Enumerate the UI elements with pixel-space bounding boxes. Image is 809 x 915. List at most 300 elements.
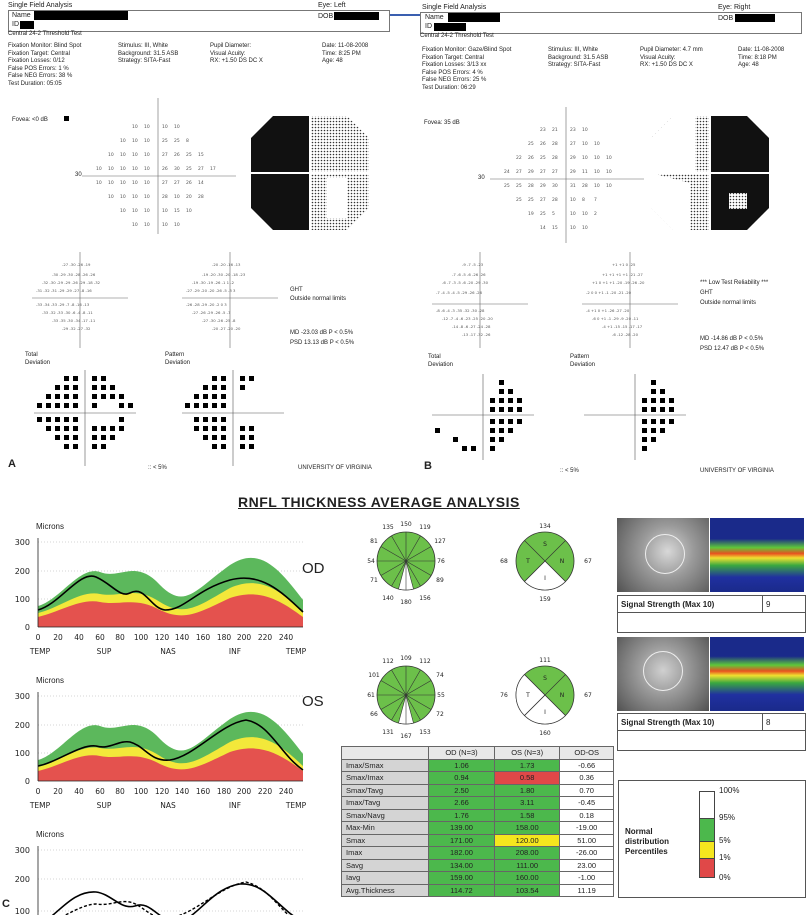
table-cell: 171.00 [429, 834, 495, 847]
table-row [342, 784, 614, 797]
y-tick-label: 100 [14, 749, 30, 758]
y-tick-label: 300 [14, 692, 30, 701]
clock-value: 54 [367, 558, 375, 565]
table-cell: 159.00 [429, 872, 495, 885]
row-label: Max-Min [342, 822, 429, 835]
y-tick-label: 0 [24, 623, 30, 632]
quadrant-value: 134 [539, 523, 551, 530]
clock-value: 76 [437, 558, 445, 565]
panel-a-pattern-deviation-values [180, 250, 280, 350]
svg-text:-4 +1 0 +1 -26 -27 -20: -4 +1 0 +1 -26 -27 -20 [586, 308, 630, 313]
svg-text:28: 28 [162, 195, 168, 200]
row-label: Savg [342, 859, 429, 872]
svg-text:-12 -7 -4 -6 -23 -25 -20 -20: -12 -7 -4 -6 -23 -25 -20 -20 [442, 316, 493, 321]
table-cell: 103.54 [494, 884, 559, 897]
svg-text:10: 10 [96, 181, 102, 186]
svg-text:10: 10 [606, 156, 612, 161]
connector-line [390, 14, 420, 16]
quadrant-letter: T [526, 558, 530, 565]
svg-text:10: 10 [108, 181, 114, 186]
svg-text:10: 10 [144, 223, 150, 228]
od-signal-value: 9 [766, 600, 771, 609]
clock-value: 167 [400, 733, 412, 740]
x-tick-label: 140 [174, 633, 190, 642]
table-row [342, 759, 614, 772]
od-fundus-image [617, 518, 709, 592]
svg-text:-19 -30 -19 -26 -1 1 -2: -19 -30 -19 -26 -1 1 -2 [192, 280, 235, 285]
os-clock-hour-chart [368, 652, 444, 744]
panel-a-threshold-grid [80, 96, 240, 236]
svg-text:10: 10 [162, 223, 168, 228]
od-quadrant-chart [490, 518, 600, 610]
row-label: Smax/Navg [342, 809, 429, 822]
clock-value: 112 [382, 658, 394, 665]
table-cell: 3.11 [494, 797, 559, 810]
x-sector-label: TEMP [285, 647, 307, 656]
svg-text:25: 25 [540, 156, 546, 161]
table-cell: -0.66 [560, 759, 614, 772]
svg-text:+1 +1 +1 +1 -21 -27: +1 +1 +1 +1 -21 -27 [602, 272, 643, 277]
svg-text:-31 -32 -31 -29 -29 -27 -8 -16: -31 -32 -31 -29 -29 -27 -8 -16 [36, 288, 92, 293]
x-sector-label: SUP [96, 647, 112, 656]
panel-b-pattern-deviation-values [580, 250, 680, 350]
os-signal-box [617, 713, 806, 751]
svg-text:10: 10 [594, 184, 600, 189]
svg-text:22: 22 [516, 156, 522, 161]
table-header: OD-OS [560, 747, 614, 760]
svg-text:-14 -8 -6 -27 -24 -28: -14 -8 -6 -27 -24 -28 [452, 324, 491, 329]
svg-text:27: 27 [162, 181, 168, 186]
table-header: OD (N=3) [429, 747, 495, 760]
table-row [342, 797, 614, 810]
quadrant-letter: N [559, 558, 565, 565]
svg-text:26: 26 [540, 142, 546, 147]
clock-value: 81 [370, 538, 378, 545]
table-cell: -1.00 [560, 872, 614, 885]
svg-text:29: 29 [540, 184, 546, 189]
x-tick-label: 220 [257, 787, 273, 796]
svg-text:10: 10 [174, 195, 180, 200]
svg-text:10: 10 [144, 125, 150, 130]
svg-text:25: 25 [504, 184, 510, 189]
ou-comparison-chart [0, 838, 305, 915]
table-row [342, 809, 614, 822]
svg-text:10: 10 [132, 125, 138, 130]
svg-text:8: 8 [582, 198, 585, 203]
table-cell: 11.19 [560, 884, 614, 897]
x-sector-label: INF [228, 647, 242, 656]
table-cell: 0.18 [560, 809, 614, 822]
quadrant-value: 68 [500, 558, 508, 565]
x-tick-label: 180 [216, 787, 232, 796]
panel-b-id-label: ID [425, 23, 432, 30]
clock-value: 140 [382, 595, 394, 602]
panel-b-date-col: Date: 11-08-2008 Time: 8:18 PM Age: 48 [738, 47, 785, 68]
svg-text:26: 26 [528, 156, 534, 161]
x-tick-label: 80 [115, 787, 125, 796]
x-tick-label: 60 [95, 787, 105, 796]
svg-text:10: 10 [144, 195, 150, 200]
svg-text:25: 25 [186, 167, 192, 172]
table-row [342, 859, 614, 872]
x-tick-label: 120 [154, 787, 170, 796]
panel-b-total-deviation-label: Total Deviation [428, 354, 454, 368]
panel-a-pattern-deviation-probability-plot [178, 368, 288, 468]
svg-text:-8 -6 -4 -3 -35 -32 -30 -28: -8 -6 -4 -3 -35 -32 -30 -28 [436, 308, 485, 313]
svg-text:-32 -30 -29 -29 -26 -29 -18 -3: -32 -30 -29 -29 -26 -29 -18 -32 [42, 280, 101, 285]
table-cell: 51.00 [560, 834, 614, 847]
svg-text:-33 -34 -33 -29 -7 -8 -16 -13: -33 -34 -33 -29 -7 -8 -16 -13 [36, 302, 90, 307]
y-tick-label: 300 [14, 846, 30, 855]
od-label: OD [302, 560, 325, 577]
svg-text:10: 10 [570, 212, 576, 217]
fovea-marker [64, 116, 69, 121]
clock-value: 71 [370, 577, 378, 584]
panel-a-psd: PSD 13.13 dB P < 0.5% [290, 340, 355, 346]
svg-text:27: 27 [516, 170, 522, 175]
x-tick-label: 20 [53, 633, 63, 642]
panel-b-total-deviation-probability-plot [428, 372, 538, 462]
clock-value: 131 [382, 729, 394, 736]
x-tick-label: 200 [236, 787, 252, 796]
svg-text:27: 27 [540, 170, 546, 175]
quadrant-value: 160 [539, 730, 551, 737]
svg-text:15: 15 [198, 153, 204, 158]
svg-text:10: 10 [144, 139, 150, 144]
svg-text:27: 27 [198, 167, 204, 172]
x-tick-label: 200 [236, 633, 252, 642]
panel-b-legend-p: :: < 5% [560, 468, 579, 474]
panel-a-test: Central 24-2 Threshold Test [8, 31, 82, 37]
panel-a-total-deviation-values [30, 250, 130, 350]
clock-value: 72 [436, 711, 444, 718]
svg-text:10: 10 [144, 167, 150, 172]
svg-text:10: 10 [108, 195, 114, 200]
panel-b-fovea: Fovea: 35 dB [424, 120, 460, 126]
svg-text:10: 10 [132, 209, 138, 214]
svg-text:17: 17 [210, 167, 216, 172]
svg-text:10: 10 [582, 212, 588, 217]
svg-text:-9 -7 -5 -23: -9 -7 -5 -23 [462, 262, 484, 267]
table-cell: 23.00 [560, 859, 614, 872]
panel-b-ght-value: Outside normal limits [700, 300, 757, 306]
svg-text:10: 10 [108, 167, 114, 172]
svg-text:10: 10 [144, 181, 150, 186]
panel-b-threshold-grid [488, 105, 648, 245]
svg-text:-27 -30 -26 -25 -8: -27 -30 -26 -25 -8 [202, 318, 236, 323]
redaction-bar [20, 21, 34, 29]
panel-a-pattern-deviation-label: Pattern Deviation [165, 352, 191, 366]
clock-value: 119 [419, 524, 431, 531]
svg-text:30: 30 [552, 184, 558, 189]
row-label: Smax [342, 834, 429, 847]
row-label: Avg.Thickness [342, 884, 429, 897]
panel-b-name-label: Name [425, 14, 444, 21]
redaction-bar [735, 14, 775, 22]
svg-text:-26 -28 -29 -20 -2 0 3: -26 -28 -29 -20 -2 0 3 [186, 302, 227, 307]
svg-text:-20 -27 -20 -20: -20 -27 -20 -20 [212, 326, 241, 331]
svg-text:10: 10 [594, 142, 600, 147]
table-cell: 0.58 [494, 772, 559, 785]
table-row [342, 847, 614, 860]
svg-text:7: 7 [594, 198, 597, 203]
os-label: OS [302, 693, 324, 710]
normal-distribution-legend [618, 780, 806, 898]
os-thickness-chart [0, 684, 305, 819]
panel-b-axis-label: 30 [478, 175, 485, 181]
table-cell: 120.00 [494, 834, 559, 847]
table-cell: 1.80 [494, 784, 559, 797]
panel-b-psd: PSD 12.47 dB P < 0.5% [700, 346, 765, 352]
panel-b-eye: Eye: Right [718, 4, 751, 11]
table-cell: 1.58 [494, 809, 559, 822]
svg-text:10: 10 [132, 153, 138, 158]
x-tick-label: 220 [257, 633, 273, 642]
svg-text:19: 19 [528, 212, 534, 217]
svg-text:10: 10 [120, 167, 126, 172]
panel-b-md: MD -14.86 dB P < 0.5% [700, 336, 764, 342]
svg-text:27: 27 [540, 198, 546, 203]
svg-text:+1 +1 0 -25: +1 +1 0 -25 [612, 262, 636, 267]
od-chart-ylabel: Microns [36, 522, 65, 531]
svg-text:25: 25 [528, 142, 534, 147]
panel-a-legend-p: :: < 5% [148, 465, 167, 471]
clock-value: 74 [436, 672, 444, 679]
y-tick-label: 200 [14, 721, 30, 730]
row-label: Smax/Imax [342, 772, 429, 785]
svg-text:25: 25 [186, 153, 192, 158]
svg-text:25: 25 [162, 139, 168, 144]
x-tick-label: 160 [195, 787, 211, 796]
x-sector-label: INF [228, 801, 242, 810]
od-signal-label: Signal Strength (Max 10) [621, 600, 715, 609]
panel-a-id-label: ID [12, 21, 19, 28]
x-sector-label: TEMP [29, 801, 51, 810]
x-tick-label: 60 [95, 633, 105, 642]
table-cell: 208.00 [494, 847, 559, 860]
panel-b-institution: UNIVERSITY OF VIRGINIA [700, 468, 774, 474]
panel-a-grayscale-map [245, 108, 375, 238]
x-sector-label: TEMP [285, 801, 307, 810]
svg-text:-7 -6 -5 -6 -26 -26: -7 -6 -5 -6 -26 -26 [452, 272, 486, 277]
panel-b-reliability: *** Low Test Reliability *** [700, 280, 769, 286]
svg-text:20: 20 [186, 195, 192, 200]
svg-text:10: 10 [132, 181, 138, 186]
svg-text:-4 +1 -15 -15 -17 -17: -4 +1 -15 -15 -17 -17 [602, 324, 643, 329]
x-sector-label: SUP [96, 801, 112, 810]
svg-text:-6 -12 -28 -20: -6 -12 -28 -20 [612, 332, 639, 337]
svg-text:21: 21 [552, 128, 558, 133]
row-label: Smax/Tavg [342, 784, 429, 797]
table-row [342, 834, 614, 847]
svg-text:26: 26 [162, 167, 168, 172]
svg-text:10: 10 [120, 181, 126, 186]
panel-b-total-deviation-values [430, 250, 530, 350]
panel-a-stimulus-col: Stimulus: III, White Background: 31.5 ASB Strategy: SITA-Fast [118, 43, 179, 64]
table-cell: 0.94 [429, 772, 495, 785]
table-row [342, 822, 614, 835]
x-tick-label: 240 [278, 787, 294, 796]
panel-a-ght-label: GHT [290, 287, 303, 293]
legend-swatch-red [699, 858, 715, 878]
clock-value: 109 [400, 655, 412, 662]
panel-a-fovea: Fovea: <0 dB [12, 117, 48, 123]
quadrant-value: 76 [500, 692, 508, 699]
y-tick-label: 100 [14, 595, 30, 604]
svg-text:10: 10 [606, 184, 612, 189]
rnfl-parameter-table [341, 746, 614, 897]
svg-text:10: 10 [120, 195, 126, 200]
panel-a-header-title: Single Field Analysis [8, 2, 73, 9]
svg-text:10: 10 [120, 209, 126, 214]
svg-text:10: 10 [162, 125, 168, 130]
svg-text:10: 10 [570, 198, 576, 203]
panel-a-axis-label: 30 [75, 172, 82, 178]
svg-text:10: 10 [120, 139, 126, 144]
table-cell: 139.00 [429, 822, 495, 835]
legend-tick: 5% [719, 836, 731, 845]
svg-text:10: 10 [132, 167, 138, 172]
redaction-bar [434, 23, 466, 31]
table-row [342, 884, 614, 897]
svg-text:10: 10 [174, 125, 180, 130]
svg-text:10: 10 [186, 209, 192, 214]
panel-a-name-label: Name [12, 12, 31, 19]
quadrant-value: 159 [539, 596, 551, 603]
x-tick-label: 160 [195, 633, 211, 642]
x-tick-label: 40 [74, 633, 84, 642]
clock-value: 101 [368, 672, 380, 679]
svg-text:25: 25 [540, 212, 546, 217]
clock-value: 156 [419, 595, 431, 602]
svg-text:10: 10 [162, 209, 168, 214]
svg-text:-30 -29 -30 -28 -26 -26: -30 -29 -30 -28 -26 -26 [52, 272, 96, 277]
quadrant-letter: T [526, 692, 530, 699]
legend-swatch-yellow [699, 841, 715, 859]
legend-swatch-white [699, 791, 715, 819]
svg-text:-29 -32 -27 -32: -29 -32 -27 -32 [62, 326, 91, 331]
svg-text:28: 28 [198, 195, 204, 200]
table-cell: 1.76 [429, 809, 495, 822]
ou-chart-ylabel: Microns [36, 830, 65, 839]
svg-text:-33 -32 -33 -30 -6 -4 -8 -11: -33 -32 -33 -30 -6 -4 -8 -11 [42, 310, 93, 315]
x-tick-label: 100 [133, 787, 149, 796]
svg-text:10: 10 [144, 209, 150, 214]
y-tick-label: 300 [14, 538, 30, 547]
svg-text:10: 10 [108, 153, 114, 158]
svg-text:+1 0 +1 +1 -20 -19 -26 -20: +1 0 +1 +1 -20 -19 -26 -20 [592, 280, 645, 285]
table-cell: 114.72 [429, 884, 495, 897]
svg-text:5: 5 [552, 212, 555, 217]
quadrant-letter: I [544, 575, 546, 582]
clock-value: 127 [434, 538, 446, 545]
svg-text:29: 29 [570, 170, 576, 175]
svg-text:10: 10 [132, 195, 138, 200]
svg-text:10: 10 [594, 170, 600, 175]
quadrant-letter: S [543, 675, 547, 682]
svg-text:8: 8 [186, 139, 189, 144]
svg-text:28: 28 [528, 184, 534, 189]
os-signal-value: 8 [766, 718, 771, 727]
svg-text:15: 15 [174, 209, 180, 214]
x-tick-label: 0 [35, 633, 41, 642]
clock-value: 55 [437, 692, 445, 699]
svg-text:25: 25 [516, 198, 522, 203]
legend-swatch-green [699, 818, 715, 842]
svg-text:10: 10 [144, 153, 150, 158]
table-cell: 0.70 [560, 784, 614, 797]
table-cell: 0.36 [560, 772, 614, 785]
quadrant-letter: S [543, 541, 547, 548]
table-header: OS (N=3) [494, 747, 559, 760]
svg-text:10: 10 [582, 226, 588, 231]
panel-a-date-col: Date: 11-08-2008 Time: 8:25 PM Age: 48 [322, 43, 369, 64]
panel-a-total-deviation-label: Total Deviation [25, 352, 51, 366]
svg-text:10: 10 [582, 156, 588, 161]
row-label: Iavg [342, 872, 429, 885]
panel-b-test: Central 24-2 Threshold Test [420, 33, 494, 39]
x-sector-label: TEMP [29, 647, 51, 656]
svg-text:2: 2 [594, 212, 597, 217]
table-cell: -0.45 [560, 797, 614, 810]
svg-text:-27 -29 -20 -20 -26 -5 -3 3: -27 -29 -20 -20 -26 -5 -3 3 [186, 288, 236, 293]
table-row [342, 772, 614, 785]
svg-text:25: 25 [516, 184, 522, 189]
table-cell: 2.50 [429, 784, 495, 797]
x-tick-label: 0 [35, 787, 41, 796]
svg-text:-6 -7 -3 -5 -6 -20 -29 -30: -6 -7 -3 -5 -6 -20 -29 -30 [442, 280, 488, 285]
panel-b-reliability-col: Fixation Monitor: Gaze/Blind Spot Fixation Target: Central Fixation Losses: 3/13 xx False POS Errors: 4 % False NEG Errors: 25 % Test Duration: 06:29 [422, 47, 512, 91]
svg-text:28: 28 [582, 184, 588, 189]
x-tick-label: 180 [216, 633, 232, 642]
od-oct-bscan-image [710, 518, 804, 592]
table-cell: -19.00 [560, 822, 614, 835]
panel-b-ght-label: GHT [700, 290, 713, 296]
svg-text:10: 10 [582, 142, 588, 147]
svg-text:-27 -30 -26 -19: -27 -30 -26 -19 [62, 262, 91, 267]
x-tick-label: 140 [174, 787, 190, 796]
table-cell: 1.06 [429, 759, 495, 772]
x-tick-label: 120 [154, 633, 170, 642]
table-cell: 2.66 [429, 797, 495, 810]
table-cell: 182.00 [429, 847, 495, 860]
legend-tick: 1% [719, 853, 731, 862]
panel-a-total-deviation-probability-plot [30, 368, 140, 468]
row-label: Imax [342, 847, 429, 860]
od-signal-box [617, 595, 806, 633]
clock-value: 66 [370, 711, 378, 718]
svg-text:27: 27 [570, 142, 576, 147]
quadrant-value: 67 [584, 692, 592, 699]
x-tick-label: 240 [278, 633, 294, 642]
svg-text:-20 -20 -16 -13: -20 -20 -16 -13 [212, 262, 241, 267]
svg-text:28: 28 [552, 156, 558, 161]
os-fundus-image [617, 637, 709, 711]
svg-text:10: 10 [594, 156, 600, 161]
x-tick-label: 40 [74, 787, 84, 796]
panel-b-pupil-col: Pupil Diameter: 4.7 mm Visual Acuity: RX: +1.50 DS DC X [640, 47, 703, 68]
panel-c-letter: C [2, 898, 10, 910]
svg-text:27: 27 [162, 153, 168, 158]
panel-b-pattern-deviation-label: Pattern Deviation [570, 354, 596, 368]
svg-text:30: 30 [174, 167, 180, 172]
od-clock-hour-chart [368, 518, 444, 610]
table-cell: 158.00 [494, 822, 559, 835]
x-sector-label: NAS [160, 647, 176, 656]
svg-text:10: 10 [174, 223, 180, 228]
panel-a-dob-label: DOB [318, 13, 334, 20]
svg-text:-7 -4 -5 -4 -5 -29 -26 -26: -7 -4 -5 -4 -5 -29 -26 -26 [436, 290, 482, 295]
